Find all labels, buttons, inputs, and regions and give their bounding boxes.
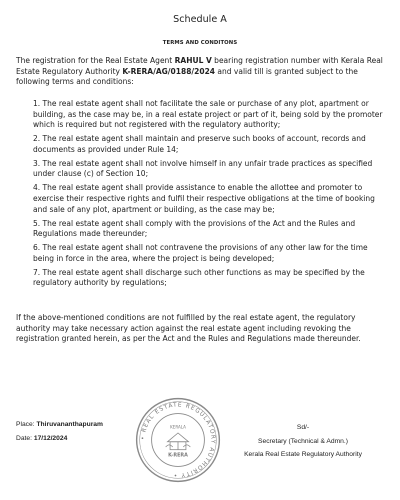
signature-sd: Sd/- [296,424,310,431]
date-value: 17/12/2024 [33,435,68,442]
place-value: Thiruvananthapuram [36,421,103,428]
signature-authority: Kerala Real Estate Regulatory Authority [244,451,362,459]
document-subtitle: TERMS AND CONDITONS [162,40,238,46]
term-item-1: 1. The real estate agent shall not facilitate the sale or purchase of any plot, apartment or building, as the case may be, in a real estate project or part of it, being sold by the promoter which is required but not registered with the regulatory authority; [33,99,383,130]
term-item-6: 6. The real estate agent shall not contravene the provisions of any other law for the time being in force in the area, where the project is being developed; [33,243,368,263]
authority-seal-icon [134,396,222,484]
signature-designation: Secretary (Technical & Admn.) [258,437,348,445]
intro-text-1: The registration for the Real Estate Agent [16,56,175,65]
registration-number: K-RERA/AG/0188/2024 [122,66,216,76]
place-label: Place: [16,421,37,428]
term-item-2: 2. The real estate agent shall maintain and preserve such books of account, records and documents as provided under Rule 14; [33,134,366,154]
intro-text-2: bearing registration number with Kerala Real Estate Regulatory Authority [16,56,383,76]
intro-paragraph [16,56,388,88]
term-item-3: 3. The real estate agent shall not involve himself in any unfair trade practices as specified under clause (c) of Section 10; [33,158,373,179]
agent-name: RAHUL V [174,56,212,65]
closing-paragraph: If the above-mentioned conditions are not fulfilled by the real estate agent, the regulatory authority may take necessary action against the real estate agent including revoking the registration granted herein, as per the Act and the Rules and Regulations made thereunder. [16,313,361,344]
terms-list [33,99,388,292]
seal-state-text: KERALA [170,424,186,430]
signature-block [228,421,378,462]
document-title: Schedule A [173,14,227,25]
seal-ring-text: • REAL ESTATE REGULATORY AUTHORITY • [140,402,216,478]
date-line [16,435,67,442]
date-label: Date: [16,435,34,442]
term-item-4: 4. The real estate agent shall provide assistance to enable the allottee and promoter to exercise their respective rights and fulfil their respective obligations at the time of booking and sale of any plot, apartment or building, as the case may be; [33,183,375,214]
intro-text-3: and valid till is granted subject to the following terms and conditions: [16,66,358,87]
seal-center-text: K-RERA [168,453,188,459]
term-item-5: 5. The real estate agent shall comply with the provisions of the Act and the Rules and Regulations made thereunder; [33,218,356,239]
term-item-7: 7. The real estate agent shall discharge such other functions as may be specified by the regulatory authority by regulations; [33,267,365,288]
place-line [16,421,103,428]
